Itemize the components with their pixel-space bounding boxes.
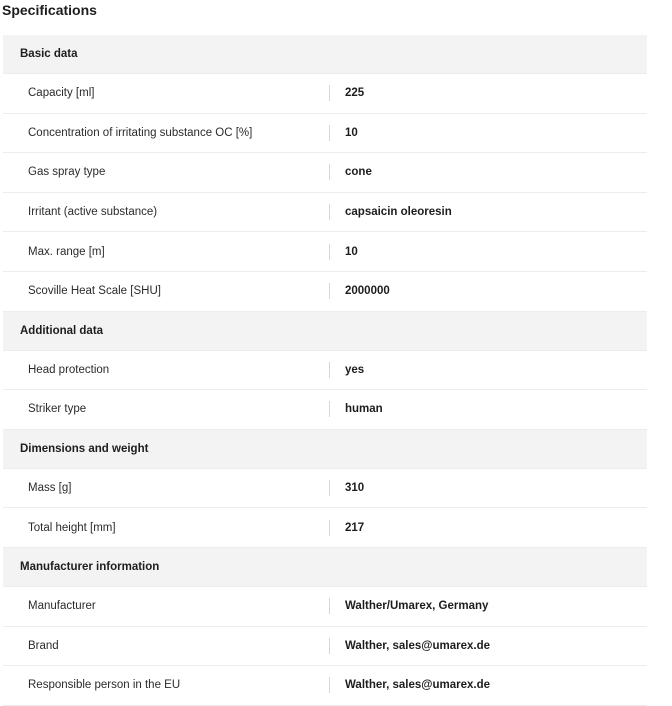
specifications-table	[3, 35, 647, 706]
page-title: Specifications	[2, 2, 97, 18]
spec-label: Irritant (active substance)	[28, 206, 158, 219]
spec-row	[3, 272, 647, 312]
spec-row	[3, 508, 647, 548]
spec-label: Manufacturer	[28, 600, 96, 613]
spec-value: yes	[345, 363, 365, 376]
spec-value: 217	[345, 521, 365, 534]
spec-row	[3, 153, 647, 193]
spec-value: cone	[345, 166, 372, 179]
spec-row	[3, 351, 647, 391]
spec-row	[3, 193, 647, 233]
spec-value: Walther, sales@umarex.de	[345, 639, 491, 652]
spec-label: Gas spray type	[28, 166, 106, 179]
spec-label: Concentration of irritating substance OC [%]	[28, 126, 253, 139]
section-header-dimensions-and-weight: Dimensions and weight	[3, 430, 647, 469]
spec-value: 10	[345, 126, 358, 139]
spec-label: Responsible person in the EU	[28, 679, 181, 692]
section-header-basic-data: Basic data	[3, 35, 647, 74]
spec-row	[3, 390, 647, 430]
spec-row	[3, 74, 647, 114]
section-header-additional-data: Additional data	[3, 312, 647, 351]
spec-value: 10	[345, 245, 358, 258]
spec-value: Walther/Umarex, Germany	[345, 600, 489, 613]
spec-label: Scoville Heat Scale [SHU]	[28, 285, 161, 298]
spec-value: 225	[345, 87, 365, 100]
spec-row	[3, 232, 647, 272]
spec-label: Head protection	[28, 363, 110, 376]
spec-value: capsaicin oleoresin	[345, 206, 452, 219]
spec-value: 310	[345, 482, 365, 495]
spec-label: Brand	[28, 639, 59, 652]
spec-label: Capacity [ml]	[28, 87, 95, 100]
spec-label: Mass [g]	[28, 482, 72, 495]
spec-row	[3, 114, 647, 154]
section-header-manufacturer-information: Manufacturer information	[3, 548, 647, 587]
spec-row	[3, 469, 647, 509]
spec-row	[3, 587, 647, 627]
spec-label: Max. range [m]	[28, 245, 105, 258]
spec-row	[3, 627, 647, 667]
spec-value: Walther, sales@umarex.de	[345, 679, 491, 692]
spec-label: Striker type	[28, 403, 87, 416]
spec-value: 2000000	[345, 285, 390, 298]
spec-label: Total height [mm]	[28, 521, 116, 534]
spec-value: human	[345, 403, 383, 416]
